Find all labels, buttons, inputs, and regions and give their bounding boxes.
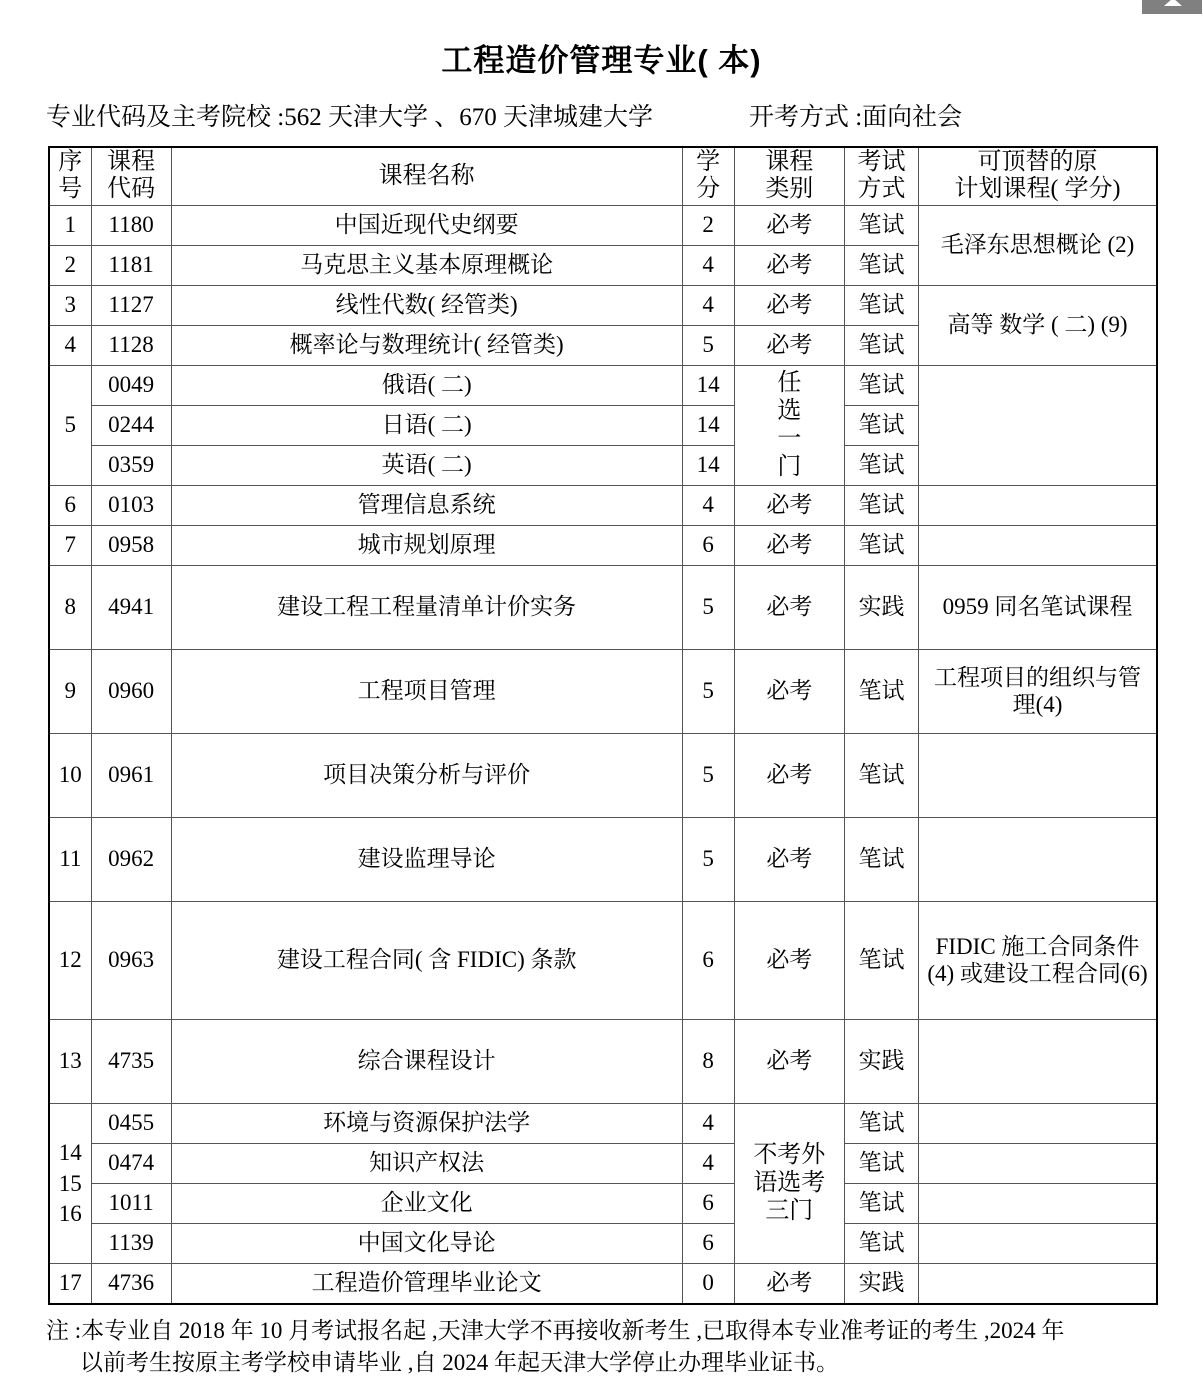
cell-exam: 笔试 [844, 486, 918, 526]
cell-credit: 5 [682, 566, 734, 650]
cell-credit: 5 [682, 326, 734, 366]
column-header-exam-mode: 考试 方式 [844, 147, 918, 206]
cell-exam: 笔试 [844, 526, 918, 566]
cell-no: 5 [49, 366, 91, 486]
cell-name: 俄语( 二) [171, 366, 682, 406]
table-row [49, 1184, 1157, 1224]
cell-credit: 4 [682, 246, 734, 286]
cell-credit: 4 [682, 1104, 734, 1144]
table-row [49, 1264, 1157, 1304]
cell-substitute [919, 366, 1157, 486]
cell-code: 1011 [91, 1184, 171, 1224]
cell-code: 0963 [91, 902, 171, 1020]
cell-no: 12 [49, 902, 91, 1020]
cell-exam: 笔试 [844, 1104, 918, 1144]
column-header-substitute: 可顶替的原 计划课程( 学分) [919, 147, 1157, 206]
cell-no: 10 [49, 734, 91, 818]
cell-substitute [919, 1020, 1157, 1104]
cell-name: 日语( 二) [171, 406, 682, 446]
table-row [49, 486, 1157, 526]
cell-name: 建设监理导论 [171, 818, 682, 902]
exam-mode: 开考方式 :面向社会 [748, 104, 963, 132]
cell-exam: 笔试 [844, 1224, 918, 1264]
table-row [49, 526, 1157, 566]
cell-substitute [919, 1104, 1157, 1144]
cell-no: 9 [49, 650, 91, 734]
cell-type: 必考 [734, 1020, 844, 1104]
cell-no: 8 [49, 566, 91, 650]
cell-type: 必考 [734, 818, 844, 902]
cell-code: 0455 [91, 1104, 171, 1144]
cell-code: 1127 [91, 286, 171, 326]
cell-credit: 6 [682, 902, 734, 1020]
cell-no: 7 [49, 526, 91, 566]
cell-name: 英语( 二) [171, 446, 682, 486]
cell-exam: 笔试 [844, 246, 918, 286]
cell-type: 必考 [734, 206, 844, 246]
cell-substitute: 高等 数学 ( 二) (9) [919, 286, 1157, 366]
cell-name: 管理信息系统 [171, 486, 682, 526]
cell-name: 建设工程工程量清单计价实务 [171, 566, 682, 650]
cell-type: 必考 [734, 902, 844, 1020]
cell-no: 4 [49, 326, 91, 366]
cell-code: 0961 [91, 734, 171, 818]
cell-code: 0244 [91, 406, 171, 446]
table-header-row [49, 147, 1157, 206]
cell-credit: 14 [682, 406, 734, 446]
cell-no: 6 [49, 486, 91, 526]
cell-code: 4941 [91, 566, 171, 650]
cell-substitute [919, 818, 1157, 902]
scan-artifact-icon [1142, 0, 1202, 14]
cell-name: 线性代数( 经管类) [171, 286, 682, 326]
cell-code: 0958 [91, 526, 171, 566]
cell-substitute [919, 1144, 1157, 1184]
cell-code: 1128 [91, 326, 171, 366]
table-row [49, 206, 1157, 246]
table-row [49, 1104, 1157, 1144]
cell-name: 中国文化导论 [171, 1224, 682, 1264]
cell-exam: 笔试 [844, 366, 918, 406]
cell-name: 工程造价管理毕业论文 [171, 1264, 682, 1304]
cell-name: 工程项目管理 [171, 650, 682, 734]
cell-substitute [919, 734, 1157, 818]
cell-exam: 笔试 [844, 326, 918, 366]
cell-exam: 笔试 [844, 1144, 918, 1184]
cell-name: 企业文化 [171, 1184, 682, 1224]
cell-exam: 笔试 [844, 1184, 918, 1224]
cell-code: 1181 [91, 246, 171, 286]
cell-type: 必考 [734, 566, 844, 650]
cell-code: 4736 [91, 1264, 171, 1304]
cell-name: 马克思主义基本原理概论 [171, 246, 682, 286]
cell-credit: 8 [682, 1020, 734, 1104]
cell-exam: 笔试 [844, 286, 918, 326]
footnote [0, 1315, 1203, 1380]
cell-no: 13 [49, 1020, 91, 1104]
cell-type: 必考 [734, 326, 844, 366]
cell-name: 城市规划原理 [171, 526, 682, 566]
cell-type: 必考 [734, 1264, 844, 1304]
cell-credit: 2 [682, 206, 734, 246]
cell-no: 2 [49, 246, 91, 286]
table-row [49, 1224, 1157, 1264]
table-row [49, 566, 1157, 650]
table-row [49, 902, 1157, 1020]
cell-exam: 实践 [844, 566, 918, 650]
cell-no: 1 [49, 206, 91, 246]
cell-credit: 4 [682, 486, 734, 526]
cell-exam: 笔试 [844, 406, 918, 446]
footnote-line-1: 注 :本专业自 2018 年 10 月考试报名起 ,天津大学不再接收新考生 ,已取得本专业准考证的考生 ,2024 年 [46, 1317, 1065, 1343]
cell-exam: 笔试 [844, 206, 918, 246]
cell-exam: 笔试 [844, 734, 918, 818]
cell-substitute: FIDIC 施工合同条件(4) 或建设工程合同(6) [919, 902, 1157, 1020]
cell-name: 建设工程合同( 含 FIDIC) 条款 [171, 902, 682, 1020]
cell-exam: 实践 [844, 1020, 918, 1104]
footnote-line-2: 以前考生按原主考学校申请毕业 ,自 2024 年起天津大学停止办理毕业证书。 [80, 1350, 839, 1376]
cell-code: 0049 [91, 366, 171, 406]
cell-type: 必考 [734, 286, 844, 326]
cell-substitute: 0959 同名笔试课程 [919, 566, 1157, 650]
major-code-and-schools: 专业代码及主考院校 :562 天津大学 、670 天津城建大学 [46, 104, 653, 132]
cell-code: 0962 [91, 818, 171, 902]
cell-type: 必考 [734, 526, 844, 566]
cell-credit: 6 [682, 1224, 734, 1264]
cell-name: 综合课程设计 [171, 1020, 682, 1104]
cell-code: 1139 [91, 1224, 171, 1264]
cell-exam: 笔试 [844, 446, 918, 486]
cell-name: 知识产权法 [171, 1144, 682, 1184]
cell-no: 17 [49, 1264, 91, 1304]
cell-name: 项目决策分析与评价 [171, 734, 682, 818]
table-row [49, 286, 1157, 326]
cell-type: 必考 [734, 734, 844, 818]
cell-code: 0359 [91, 446, 171, 486]
table-row [49, 1020, 1157, 1104]
cell-substitute [919, 486, 1157, 526]
cell-name: 概率论与数理统计( 经管类) [171, 326, 682, 366]
cell-code: 0474 [91, 1144, 171, 1184]
cell-exam: 笔试 [844, 818, 918, 902]
column-header-no: 序 号 [49, 147, 91, 206]
cell-substitute [919, 526, 1157, 566]
column-header-credit: 学 分 [682, 147, 734, 206]
cell-exam: 笔试 [844, 902, 918, 1020]
cell-substitute [919, 1184, 1157, 1224]
curriculum-plan-table [48, 146, 1158, 1305]
cell-type: 必考 [734, 650, 844, 734]
cell-exam: 实践 [844, 1264, 918, 1304]
cell-code: 0103 [91, 486, 171, 526]
cell-credit: 6 [682, 1184, 734, 1224]
column-header-course-name: 课程名称 [171, 147, 682, 206]
cell-exam: 笔试 [844, 650, 918, 734]
cell-substitute: 工程项目的组织与管理(4) [919, 650, 1157, 734]
cell-no: 11 [49, 818, 91, 902]
cell-type: 必考 [734, 486, 844, 526]
cell-code: 4735 [91, 1020, 171, 1104]
cell-group-label-elective: 不考外 语选考 三门 [734, 1104, 844, 1264]
subtitle-row [0, 78, 1203, 132]
cell-substitute: 毛泽东思想概论 (2) [919, 206, 1157, 286]
cell-type: 必考 [734, 246, 844, 286]
table-row [49, 1144, 1157, 1184]
column-header-course-type: 课程 类别 [734, 147, 844, 206]
cell-credit: 4 [682, 286, 734, 326]
cell-credit: 5 [682, 818, 734, 902]
cell-group-label-language: 任 选 一 门 [734, 366, 844, 486]
cell-code: 1180 [91, 206, 171, 246]
cell-substitute [919, 1224, 1157, 1264]
cell-name: 环境与资源保护法学 [171, 1104, 682, 1144]
cell-credit: 5 [682, 734, 734, 818]
table-row [49, 734, 1157, 818]
cell-credit: 14 [682, 446, 734, 486]
cell-credit: 6 [682, 526, 734, 566]
cell-substitute [919, 1264, 1157, 1304]
cell-name: 中国近现代史纲要 [171, 206, 682, 246]
cell-credit: 4 [682, 1144, 734, 1184]
column-header-course-code: 课程 代码 [91, 147, 171, 206]
cell-credit: 5 [682, 650, 734, 734]
table-row [49, 818, 1157, 902]
cell-no: 3 [49, 286, 91, 326]
cell-code: 0960 [91, 650, 171, 734]
cell-no-group: 14 15 16 [49, 1104, 91, 1264]
cell-credit: 14 [682, 366, 734, 406]
cell-credit: 0 [682, 1264, 734, 1304]
table-row [49, 650, 1157, 734]
page-title: 工程造价管理专业( 本) [441, 43, 762, 78]
table-row [49, 366, 1157, 406]
